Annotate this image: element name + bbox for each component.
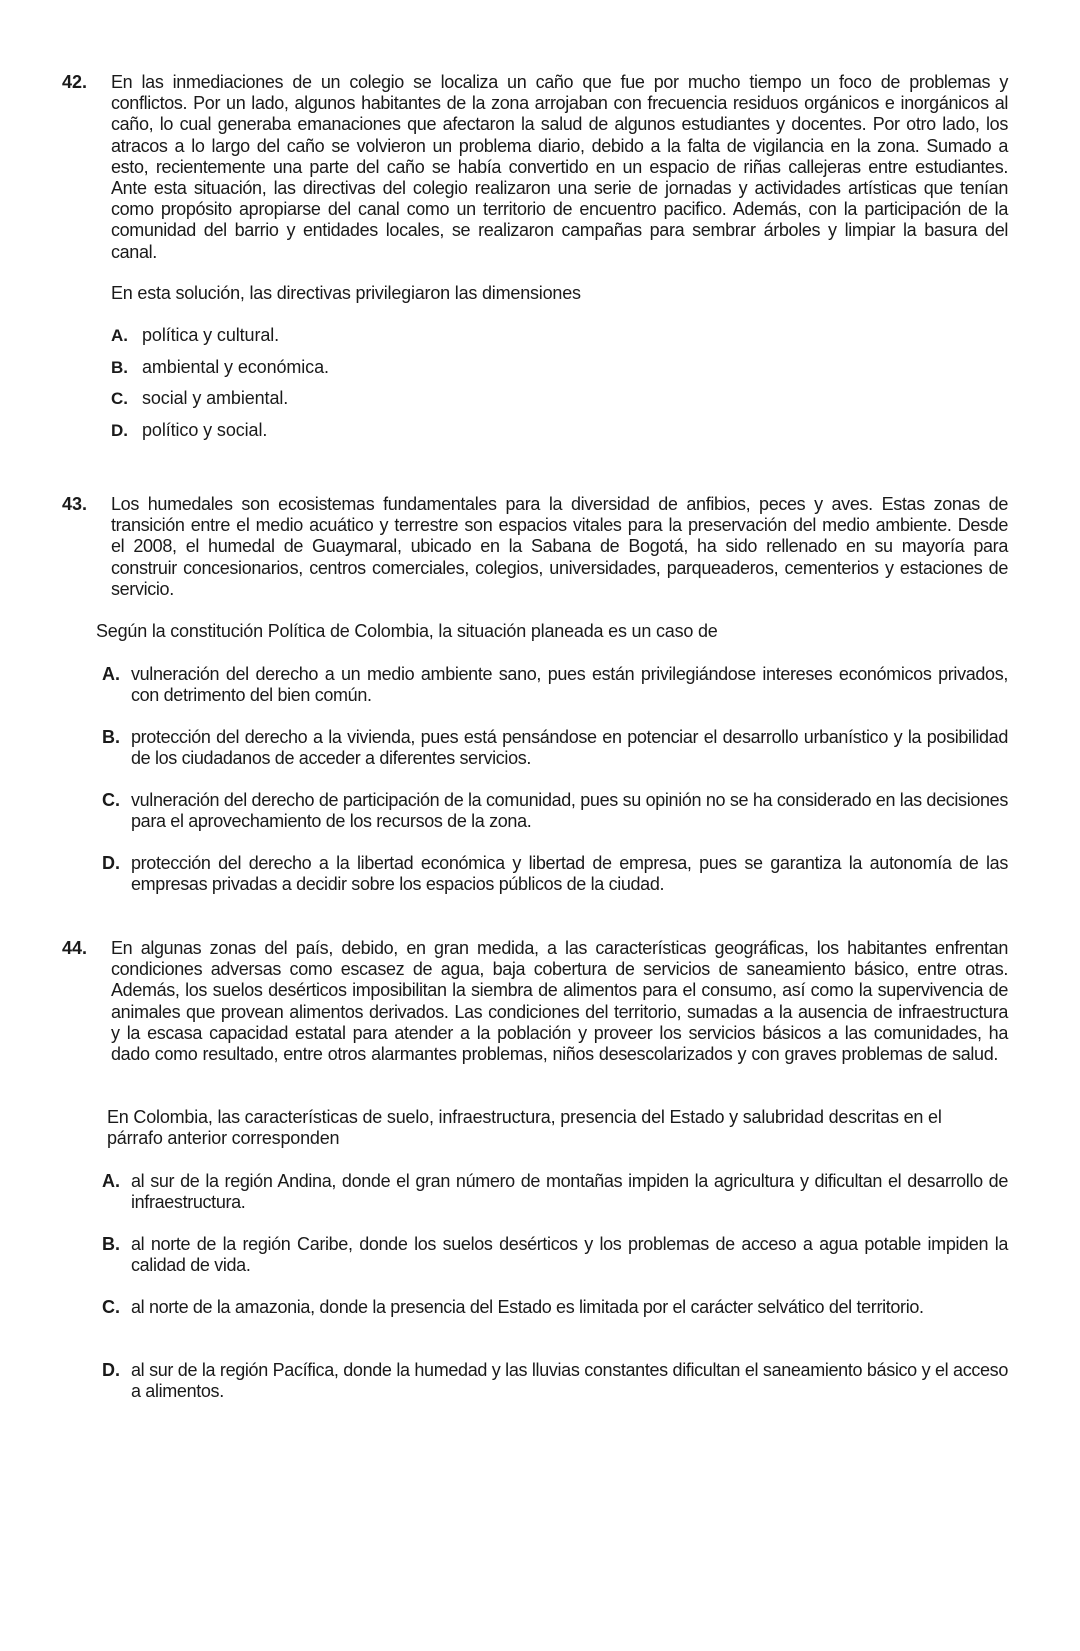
option-text: al sur de la región Pacífica, donde la humedad y las lluvias constantes dificultan el saneamiento básico y el acceso a alimentos. [131, 1360, 1008, 1402]
option-a[interactable] [111, 325, 1008, 347]
question-number: 42. [62, 72, 88, 92]
option-a[interactable] [102, 664, 1008, 708]
question-stem: En las inmediaciones de un colegio se localiza un caño que fue por mucho tiempo un foco de problemas y conflictos. Por un lado, algunos habitantes de la zona arrojaban con frecuencia residuos orgánicos e inorgánicos al caño, lo cual generaba emanaciones que afectaron la salud de algunos estudiantes y docentes. Por otro lado, los atracos a lo largo del caño se volvieron un problema diario, debido a la falta de vigilancia en la zona. Sumado a esto, recientemente una parte del caño se había convertido en un espacio de riñas callejeras entre estudiantes. Ante esta situación, las directivas del colegio realizaron una serie de jornadas y actividades artísticas que tenían como propósito apropiarse del canal como un territorio de encuentro pacifico. Además, con la participación de la comunidad del barrio y entidades locales, se realizaron campañas para sembrar árboles y limpiar la basura del canal. [111, 72, 1008, 262]
option-b[interactable] [102, 1234, 1008, 1278]
question-number: 44. [62, 938, 88, 958]
option-letter: B. [102, 727, 120, 747]
option-b[interactable] [102, 727, 1008, 771]
option-text: al norte de la amazonia, donde la presencia del Estado es limitada por el carácter selvático del territorio. [131, 1297, 924, 1317]
question-prompt: En Colombia, las características de suelo, infraestructura, presencia del Estado y salubridad descritas en el párrafo anterior corresponden [107, 1107, 942, 1149]
option-text: ambiental y económica. [142, 357, 329, 377]
option-c[interactable] [102, 790, 1008, 834]
option-text: política y cultural. [142, 325, 280, 345]
option-b[interactable] [111, 357, 1008, 379]
option-d[interactable] [102, 1360, 1008, 1404]
option-d[interactable] [102, 853, 1008, 897]
option-text: social y ambiental. [142, 388, 289, 408]
question-number: 43. [62, 494, 88, 514]
option-text: al norte de la región Caribe, donde los suelos desérticos y los problemas de acceso a agua potable impiden la calidad de vida. [131, 1234, 1008, 1276]
option-text: vulneración del derecho a un medio ambiente sano, pues están privilegiándose intereses económicos privados, con detrimento del bien común. [131, 664, 1008, 706]
option-d[interactable] [111, 420, 1008, 442]
option-letter: D. [111, 421, 128, 440]
option-letter: C. [111, 389, 128, 408]
option-text: protección del derecho a la vivienda, pues está pensándose en potenciar el desarrollo urbanístico y la posibilidad de los ciudadanos de acceder a diferentes servicios. [131, 727, 1008, 769]
option-text: vulneración del derecho de participación de la comunidad, pues su opinión no se ha considerado en las decisiones para el aprovechamiento de los recursos de la zona. [131, 790, 1008, 832]
option-letter: D. [102, 853, 120, 873]
question-stem: Los humedales son ecosistemas fundamentales para la diversidad de anfibios, peces y aves. Estas zonas de transición entre el medio acuático y terrestre son espacios vitales para la preservación del medio ambiente. Desde el 2008, el humedal de Guaymaral, ubicado en la Sabana de Bogotá, ha sido rellenado en su mayoría para construir concesionarios, centros comerciales, colegios, universidades, parqueaderos, cementerios y estaciones de servicio. [111, 494, 1008, 599]
question-stem: En algunas zonas del país, debido, en gran medida, a las características geográficas, los habitantes enfrentan condiciones adversas como escasez de agua, baja cobertura de servicios de saneamiento básico, entre otras. Además, los suelos desérticos imposibilitan la siembra de alimentos para el consumo, así como la supervivencia de animales que provean alimentos derivados. Las condiciones del territorio, sumadas a la ausencia de infraestructura y la escasa capacidad estatal para atender a la población y proveer los servicios básicos a las comunidades, ha dado como resultado, entre otros alarmantes problemas, niños desescolarizados y con graves problemas de salud. [111, 938, 1008, 1065]
option-c[interactable] [111, 388, 1008, 410]
option-letter: C. [102, 790, 120, 810]
option-c[interactable] [102, 1297, 1008, 1341]
question-prompt: En esta solución, las directivas privilegiaron las dimensiones [111, 283, 581, 303]
option-letter: A. [102, 664, 120, 684]
option-letter: A. [111, 326, 128, 345]
option-text: político y social. [142, 420, 268, 440]
option-letter: B. [102, 1234, 120, 1254]
option-letter: C. [102, 1297, 120, 1317]
option-text: al sur de la región Andina, donde el gran número de montañas impiden la agricultura y dificultan el desarrollo de infraestructura. [131, 1171, 1008, 1213]
question-prompt: Según la constitución Política de Colombia, la situación planeada es un caso de [96, 621, 718, 641]
option-a[interactable] [102, 1171, 1008, 1215]
option-text: protección del derecho a la libertad económica y libertad de empresa, pues se garantiza la autonomía de las empresas privadas a decidir sobre los espacios públicos de la ciudad. [131, 853, 1008, 895]
option-letter: D. [102, 1360, 120, 1380]
option-letter: B. [111, 358, 128, 377]
option-letter: A. [102, 1171, 120, 1191]
